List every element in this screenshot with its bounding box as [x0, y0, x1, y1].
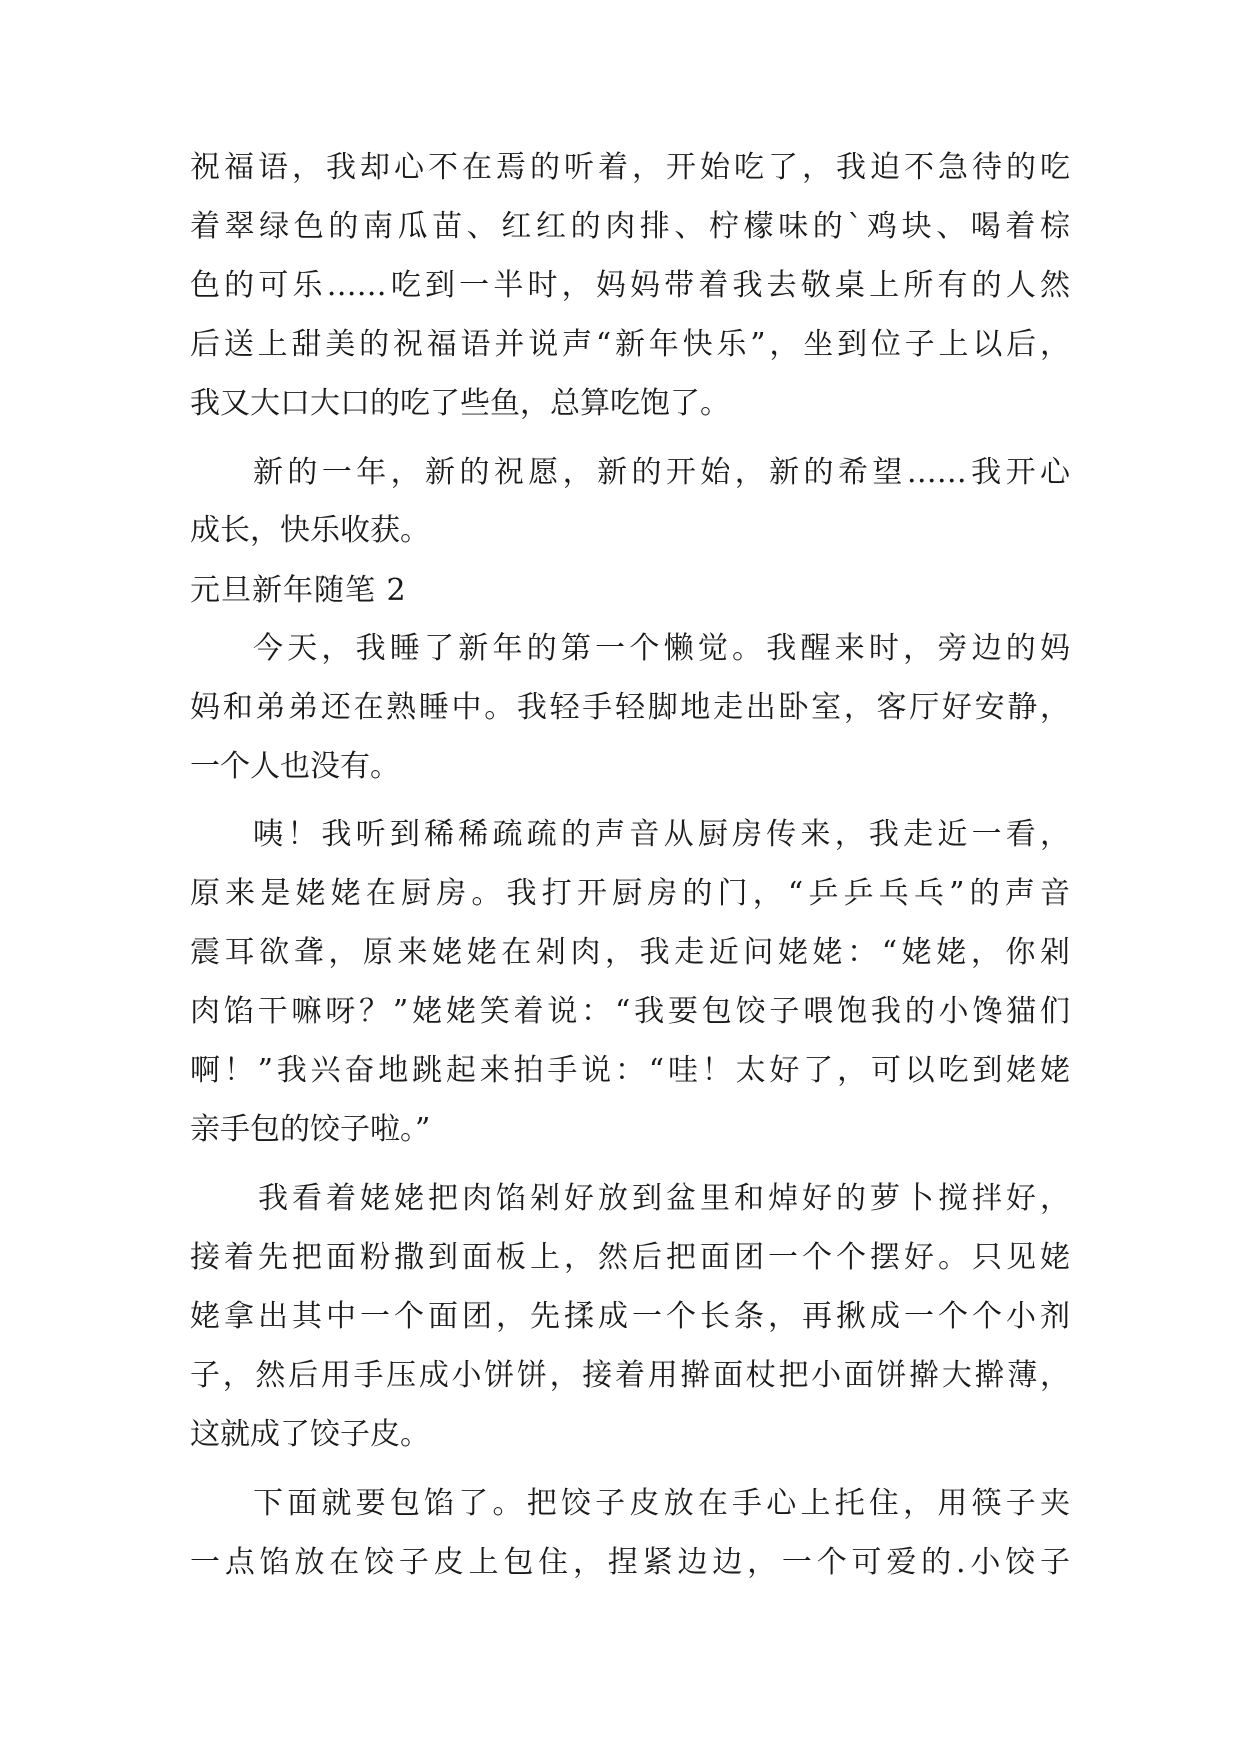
text-line: 一个人也没有。 [190, 749, 400, 784]
text-line: 我又大口大口的吃了些鱼，总算吃饱了。 [190, 386, 730, 421]
text-line: 成长，快乐收获。 [190, 513, 430, 548]
text-line: 这就成了饺子皮。 [190, 1417, 430, 1452]
paragraph-first-line: 下面就要包馅了。把饺子皮放在手心上托住，用筷子夹 [253, 1486, 1070, 1521]
text-line: 原来是姥姥在厨房。我打开厨房的门，“乒乒乓乓”的声音 [190, 876, 1070, 911]
text-line: 祝福语，我却心不在焉的听着，开始吃了，我迫不急待的吃 [190, 150, 1070, 185]
text-line: 妈和弟弟还在熟睡中。我轻手轻脚地走出卧室，客厅好安静， [190, 690, 1070, 725]
text-line: 后送上甜美的祝福语并说声“新年快乐”，坐到位子上以后， [190, 327, 1070, 362]
text-line: 色的可乐……吃到一半时，妈妈带着我去敬桌上所有的人然 [190, 268, 1070, 303]
paragraph-first-line: 咦！我听到稀稀疏疏的声音从厨房传来，我走近一看， [253, 817, 1070, 852]
text-line: 啊！”我兴奋地跳起来拍手说：“哇！太好了，可以吃到姥姥 [190, 1053, 1070, 1088]
section-heading: 元旦新年随笔 2 [190, 573, 407, 608]
paragraph-first-line: 新的一年，新的祝愿，新的开始，新的希望……我开心 [253, 455, 1070, 490]
paragraph-first-line: 今天，我睡了新年的第一个懒觉。我醒来时，旁边的妈 [253, 631, 1070, 666]
text-line: 接着先把面粉撒到面板上，然后把面团一个个摆好。只见姥 [190, 1240, 1070, 1275]
text-line: 子，然后用手压成小饼饼，接着用擀面杖把小面饼擀大擀薄， [190, 1358, 1070, 1393]
paragraph-first-line: 我看着姥姥把肉馅剁好放到盆里和焯好的萝卜搅拌好， [258, 1181, 1070, 1216]
text-line: 着翠绿色的南瓜苗、红红的肉排、柠檬味的`鸡块、喝着棕 [190, 209, 1070, 244]
text-line: 一点馅放在饺子皮上包住，捏紧边边，一个可爱的.小饺子 [190, 1545, 1070, 1580]
text-line: 震耳欲聋，原来姥姥在剁肉，我走近问姥姥：“姥姥，你剁 [190, 935, 1070, 970]
text-line: 亲手包的饺子啦。” [190, 1112, 431, 1147]
text-line: 姥拿出其中一个面团，先揉成一个长条，再揪成一个个小剂 [190, 1299, 1070, 1334]
text-line: 肉馅干嘛呀？”姥姥笑着说：“我要包饺子喂饱我的小馋猫们 [190, 994, 1070, 1029]
